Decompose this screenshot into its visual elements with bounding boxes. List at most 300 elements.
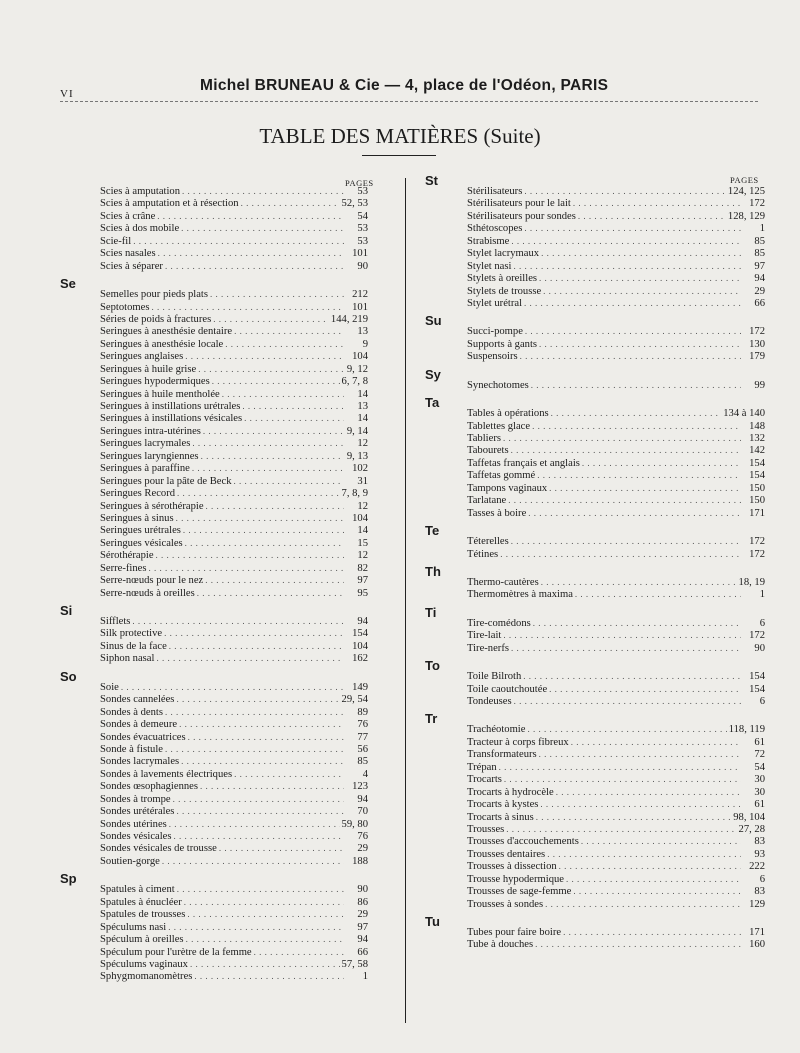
entry-name: Serre-nœuds pour le nez: [100, 575, 204, 587]
index-entry: [100, 970, 368, 982]
entry-name: Stérilisateurs pour le lait: [467, 198, 571, 210]
dot-leader: [549, 482, 741, 494]
dot-leader: [559, 860, 741, 872]
entry-pages: 101: [352, 301, 368, 313]
index-entry: [100, 260, 368, 272]
entry-pages: 90: [754, 642, 765, 654]
index-entry: [467, 736, 765, 748]
entry-name: Sondes à dents: [100, 706, 163, 718]
dot-leader: [234, 475, 345, 487]
entry-pages: 90: [357, 260, 368, 272]
entry-name: Trousses à sondes: [467, 898, 544, 910]
entry-pages: 130: [749, 338, 765, 350]
index-group: [425, 313, 765, 363]
index-entry: [100, 462, 368, 474]
index-entry: [467, 629, 765, 641]
dot-leader: [219, 842, 344, 854]
entry-pages: 12: [357, 500, 368, 512]
index-entry: [100, 743, 368, 755]
index-group: [100, 185, 368, 272]
entry-name: Trousses de sage-femme: [467, 886, 572, 898]
index-entry: [467, 898, 765, 910]
dot-leader: [162, 855, 344, 867]
index-entry: [100, 412, 368, 424]
entry-pages: 94: [357, 934, 368, 946]
index-entry: [100, 842, 368, 854]
dot-leader: [520, 350, 741, 362]
entry-name: Taffetas français et anglais: [467, 457, 580, 469]
group-letter-key: To: [425, 658, 440, 674]
dot-leader: [571, 736, 741, 748]
dot-leader: [503, 629, 741, 641]
index-entry: [467, 420, 765, 432]
entry-name: Sondes vésicales de trousse: [100, 843, 217, 855]
title-underline: [362, 155, 436, 156]
index-entry: [467, 407, 765, 419]
group-letter-key: Se: [60, 276, 76, 292]
index-entry: [467, 535, 765, 547]
dot-leader: [535, 938, 741, 950]
dot-leader: [179, 718, 344, 730]
entry-pages: 76: [357, 719, 368, 731]
page-number: VI: [60, 88, 74, 100]
dot-leader: [566, 873, 741, 885]
index-entry: [100, 500, 368, 512]
entry-name: Trépan: [467, 761, 497, 773]
dot-leader: [225, 338, 344, 350]
dot-leader: [511, 444, 741, 456]
entry-pages: 97: [357, 575, 368, 587]
entry-name: Seringues à anesthésie locale: [100, 338, 224, 350]
dot-leader: [203, 425, 344, 437]
entry-pages: 66: [357, 946, 368, 958]
entry-pages: 76: [357, 831, 368, 842]
index-group: [60, 603, 368, 665]
dot-leader: [205, 574, 344, 586]
entry-name: Seringues à anesthésie dentaire: [100, 326, 233, 338]
index-entry: [467, 285, 765, 297]
dot-leader: [539, 748, 741, 760]
entry-pages: 132: [749, 433, 765, 444]
entry-pages: 95: [357, 587, 368, 599]
header-rule: [60, 101, 758, 102]
index-entry: [100, 313, 368, 325]
entry-name: Scies à amputation: [100, 186, 181, 197]
index-entry: [100, 830, 368, 842]
dot-leader: [192, 437, 344, 449]
dot-leader: [537, 469, 741, 481]
dot-leader: [210, 288, 344, 300]
entry-pages: 54: [754, 761, 765, 773]
entry-pages: 14: [357, 525, 368, 537]
entry-name: Tabliers: [467, 433, 501, 444]
dot-leader: [151, 301, 344, 313]
entry-name: Silk protective: [100, 628, 163, 640]
entry-name: Spatules à ciment: [100, 884, 175, 896]
index-entry: [100, 235, 368, 247]
entry-name: Sondes œsophagiennes: [100, 781, 198, 793]
entry-pages: 102: [352, 463, 368, 475]
entry-pages: 31: [357, 475, 368, 487]
entry-name: Seringues vésicales: [100, 537, 183, 549]
entry-name: Thermomètres à maxima: [467, 589, 573, 601]
dot-leader: [133, 235, 344, 247]
index-entry: [100, 652, 368, 664]
dot-leader: [148, 562, 344, 574]
entry-pages: 9, 13: [346, 450, 368, 462]
index-group: [425, 563, 765, 601]
entry-name: Trachéotomie: [467, 724, 526, 736]
entry-pages: 101: [352, 248, 368, 260]
dot-leader: [511, 642, 741, 654]
dot-leader: [525, 325, 741, 337]
entry-pages: 53: [357, 223, 368, 235]
dot-leader: [181, 222, 344, 234]
index-entry: [100, 896, 368, 908]
index-entry: [100, 247, 368, 259]
index-entry: [100, 301, 368, 313]
entry-pages: 148: [749, 420, 765, 432]
entry-name: Sérothérapie: [100, 550, 154, 562]
entry-name: Taffetas gommé: [467, 470, 536, 482]
index-entry: [100, 338, 368, 350]
dot-leader: [169, 640, 344, 652]
index-entry: [100, 921, 368, 933]
dot-leader: [254, 946, 344, 958]
index-entry: [100, 718, 368, 730]
dot-leader: [186, 933, 344, 945]
entry-name: Seringues à paraffine: [100, 463, 190, 475]
dot-leader: [185, 350, 344, 362]
index-entry: [100, 855, 368, 867]
index-entry: [100, 350, 368, 362]
dot-leader: [185, 537, 344, 549]
dot-leader: [188, 731, 344, 743]
entry-pages: 9: [362, 338, 368, 350]
entry-pages: 30: [754, 774, 765, 786]
index-entry: [100, 731, 368, 743]
dot-leader: [206, 500, 344, 512]
index-entry: [100, 883, 368, 895]
entry-name: Scies nasales: [100, 248, 156, 260]
index-entry: [467, 848, 765, 860]
index-entry: [100, 475, 368, 487]
dot-leader: [524, 185, 726, 197]
entry-name: Seringues intra-utérines: [100, 425, 201, 437]
dot-leader: [184, 896, 344, 908]
group-letter-key: St: [425, 173, 438, 188]
entry-pages: 6: [759, 873, 765, 885]
dot-leader: [168, 921, 344, 933]
group-letter-key: Sy: [425, 366, 441, 382]
index-entry: [467, 926, 765, 938]
index-entry: [100, 958, 368, 970]
dot-leader: [539, 272, 741, 284]
index-entry: [100, 210, 368, 222]
dot-leader: [183, 524, 344, 536]
dot-leader: [165, 706, 344, 718]
entry-name: Séries de poids à fractures: [100, 313, 212, 325]
dot-leader: [511, 235, 741, 247]
entry-pages: 171: [749, 507, 765, 519]
entry-pages: 118, 119: [728, 724, 765, 736]
entry-pages: 83: [754, 886, 765, 898]
index-entry: [100, 640, 368, 652]
index-entry: [467, 786, 765, 798]
entry-pages: 53: [357, 235, 368, 247]
entry-name: Seringues hypodermiques: [100, 376, 210, 388]
index-entry: [100, 537, 368, 549]
entry-pages: 14: [357, 388, 368, 400]
index-entry: [467, 938, 765, 950]
dot-leader: [556, 786, 741, 798]
entry-name: Trocarts: [467, 774, 502, 786]
entry-pages: 172: [749, 536, 765, 548]
entry-name: Sondes à trompe: [100, 793, 171, 805]
entry-pages: 222: [749, 861, 765, 873]
dot-leader: [523, 670, 741, 682]
dot-leader: [177, 883, 344, 895]
entry-name: Soutien-gorge: [100, 855, 160, 867]
entry-pages: 179: [749, 351, 765, 363]
dot-leader: [533, 617, 741, 629]
page-title: TABLE DES MATIÈRES (Suite): [259, 124, 541, 148]
entry-name: Toile caoutchoutée: [467, 683, 548, 695]
entry-name: Sondes utérines: [100, 818, 167, 830]
entry-pages: 77: [357, 731, 368, 743]
index-entry: [467, 247, 765, 259]
entry-pages: 162: [352, 653, 368, 665]
entry-name: Sondes lacrymales: [100, 756, 180, 768]
index-entry: [467, 695, 765, 707]
entry-name: Stylets de trousse: [467, 285, 542, 297]
dot-leader: [541, 576, 737, 588]
entry-name: Tube à douches: [467, 939, 534, 951]
entry-pages: 154: [352, 628, 368, 640]
index-entry: [100, 363, 368, 375]
index-group: [425, 658, 765, 707]
pages-header-right: PAGES: [730, 175, 759, 185]
entry-pages: 172: [749, 630, 765, 642]
entry-pages: 188: [352, 855, 368, 867]
index-entry: [100, 388, 368, 400]
entry-pages: 27, 28: [738, 823, 765, 835]
dot-leader: [181, 755, 344, 767]
dot-leader: [573, 885, 741, 897]
index-entry: [467, 185, 765, 197]
index-entry: [100, 908, 368, 920]
index-entry: [100, 375, 368, 387]
entry-name: Tables à opérations: [467, 408, 549, 420]
dot-leader: [165, 743, 344, 755]
dot-leader: [543, 285, 741, 297]
index-entry: [467, 811, 765, 823]
entry-pages: 29: [754, 285, 765, 297]
group-letter-key: Ti: [425, 604, 437, 620]
entry-name: Spéculums nasi: [100, 921, 167, 933]
dot-leader: [165, 260, 344, 272]
dot-leader: [551, 407, 722, 419]
index-entry: [467, 588, 765, 600]
dot-leader: [499, 761, 741, 773]
entry-name: Transformateurs: [467, 749, 537, 761]
page-header: Michel BRUNEAU & Cie — 4, place de l'Odéon, PARIS: [200, 77, 609, 94]
entry-name: Sondes urétérales: [100, 806, 175, 818]
index-entry: [100, 574, 368, 586]
entry-pages: 128, 129: [727, 210, 765, 222]
group-letter-key: Su: [425, 313, 442, 329]
entry-pages: 29: [357, 843, 368, 855]
index-entry: [100, 615, 368, 627]
dot-leader: [541, 247, 741, 259]
entry-name: Sondes évacuatrices: [100, 731, 186, 743]
index-entry: [467, 482, 765, 494]
entry-pages: 1: [362, 971, 368, 983]
entry-pages: 1: [759, 589, 765, 601]
entry-pages: 61: [754, 799, 765, 811]
entry-pages: 82: [357, 562, 368, 574]
dot-leader: [244, 412, 344, 424]
entry-pages: 6: [759, 696, 765, 707]
dot-leader: [575, 588, 741, 600]
dot-leader: [169, 818, 340, 830]
index-entry: [100, 400, 368, 412]
dot-leader: [531, 379, 741, 391]
column-divider: [405, 178, 406, 1023]
dot-leader: [190, 958, 340, 970]
index-entry: [100, 549, 368, 561]
index-entry: [100, 222, 368, 234]
entry-pages: 86: [357, 896, 368, 908]
entry-name: Sthétoscopes: [467, 223, 523, 235]
entry-pages: 85: [754, 235, 765, 247]
entry-pages: 150: [749, 495, 765, 507]
entry-name: Stylet urétral: [467, 297, 523, 309]
dot-leader: [213, 313, 329, 325]
entry-pages: 6, 7, 8: [341, 376, 368, 388]
entry-name: Trousses dentaires: [467, 848, 546, 860]
pages-header-left: PAGES: [345, 178, 374, 188]
entry-name: Tarlatane: [467, 495, 507, 507]
entry-pages: 54: [357, 210, 368, 222]
entry-name: Seringues à instillations vésicales: [100, 413, 243, 425]
entry-pages: 154: [749, 470, 765, 482]
entry-name: Septotomes: [100, 301, 150, 313]
entry-pages: 97: [754, 260, 765, 272]
dot-leader: [194, 970, 344, 982]
index-entry: [467, 235, 765, 247]
dot-leader: [547, 848, 741, 860]
dot-leader: [174, 830, 345, 842]
index-entry: [100, 185, 368, 197]
index-entry: [467, 798, 765, 810]
entry-name: Thermo-cautères: [467, 576, 539, 588]
entry-name: Spéculums vaginaux: [100, 958, 188, 970]
index-entry: [467, 210, 765, 222]
index-entry: [467, 748, 765, 760]
index-entry: [100, 768, 368, 780]
dot-leader: [504, 773, 741, 785]
dot-leader: [508, 494, 741, 506]
index-entry: [100, 818, 368, 830]
dot-leader: [164, 627, 344, 639]
index-entry: [100, 524, 368, 536]
entry-name: Stérilisateurs pour sondes: [467, 210, 576, 222]
dot-leader: [528, 507, 741, 519]
entry-pages: 12: [357, 438, 368, 450]
index-entry: [467, 222, 765, 234]
entry-name: Sifflets: [100, 616, 131, 627]
entry-name: Semelles pour pieds plats: [100, 289, 208, 301]
index-entry: [100, 512, 368, 524]
entry-name: Trousses: [467, 823, 505, 835]
index-entry: [467, 683, 765, 695]
dot-leader: [197, 587, 344, 599]
dot-leader: [234, 325, 344, 337]
dot-leader: [539, 338, 741, 350]
index-entry: [100, 587, 368, 599]
entry-name: Seringues à instillations urétrales: [100, 401, 241, 412]
entry-name: Seringues lacrymales: [100, 438, 191, 450]
entry-pages: 72: [754, 749, 765, 761]
entry-pages: 9, 12: [346, 363, 368, 375]
entry-pages: 154: [749, 683, 765, 695]
index-entry: [467, 873, 765, 885]
dot-leader: [156, 549, 344, 561]
entry-name: Spatules à énucléer: [100, 896, 182, 908]
entry-name: Tubes pour faire boire: [467, 927, 562, 938]
group-letter-key: Tu: [425, 914, 440, 929]
dot-leader: [201, 450, 344, 462]
entry-name: Tire-comédons: [467, 617, 531, 629]
entry-pages: 154: [749, 457, 765, 469]
entry-name: Spatules de trousses: [100, 909, 186, 921]
entry-name: Tracteur à corps fibreux: [467, 736, 569, 748]
index-entry: [100, 562, 368, 574]
index-entry: [100, 325, 368, 337]
dot-leader: [157, 210, 344, 222]
dot-leader: [177, 487, 339, 499]
entry-pages: 14: [357, 413, 368, 425]
entry-name: Sphygmomanomètres: [100, 971, 193, 983]
entry-name: Spéculum pour l'urètre de la femme: [100, 946, 252, 958]
entry-name: Seringues anglaises: [100, 351, 184, 363]
dot-leader: [514, 695, 741, 707]
entry-pages: 171: [749, 927, 765, 938]
dot-leader: [578, 210, 726, 222]
entry-pages: 150: [749, 482, 765, 494]
entry-pages: 6: [759, 617, 765, 629]
entry-name: Tire-lait: [467, 630, 502, 642]
entry-name: Seringues à huile mentholée: [100, 388, 220, 400]
entry-name: Scies à dos mobile: [100, 223, 180, 235]
entry-pages: 94: [357, 793, 368, 805]
entry-pages: 94: [357, 616, 368, 627]
index-entry: [100, 288, 368, 300]
entry-pages: 212: [352, 289, 368, 301]
entry-name: Tétines: [467, 548, 499, 560]
entry-name: Sondes à lavements électriques: [100, 768, 233, 780]
index-group: [60, 871, 368, 983]
index-entry: [467, 576, 765, 588]
dot-leader: [176, 512, 344, 524]
entry-pages: 4: [362, 768, 368, 780]
index-entry: [467, 379, 765, 391]
index-entry: [467, 617, 765, 629]
entry-name: Seringues pour la pâte de Beck: [100, 475, 232, 487]
index-entry: [467, 432, 765, 444]
entry-name: Succi-pompe: [467, 326, 523, 338]
